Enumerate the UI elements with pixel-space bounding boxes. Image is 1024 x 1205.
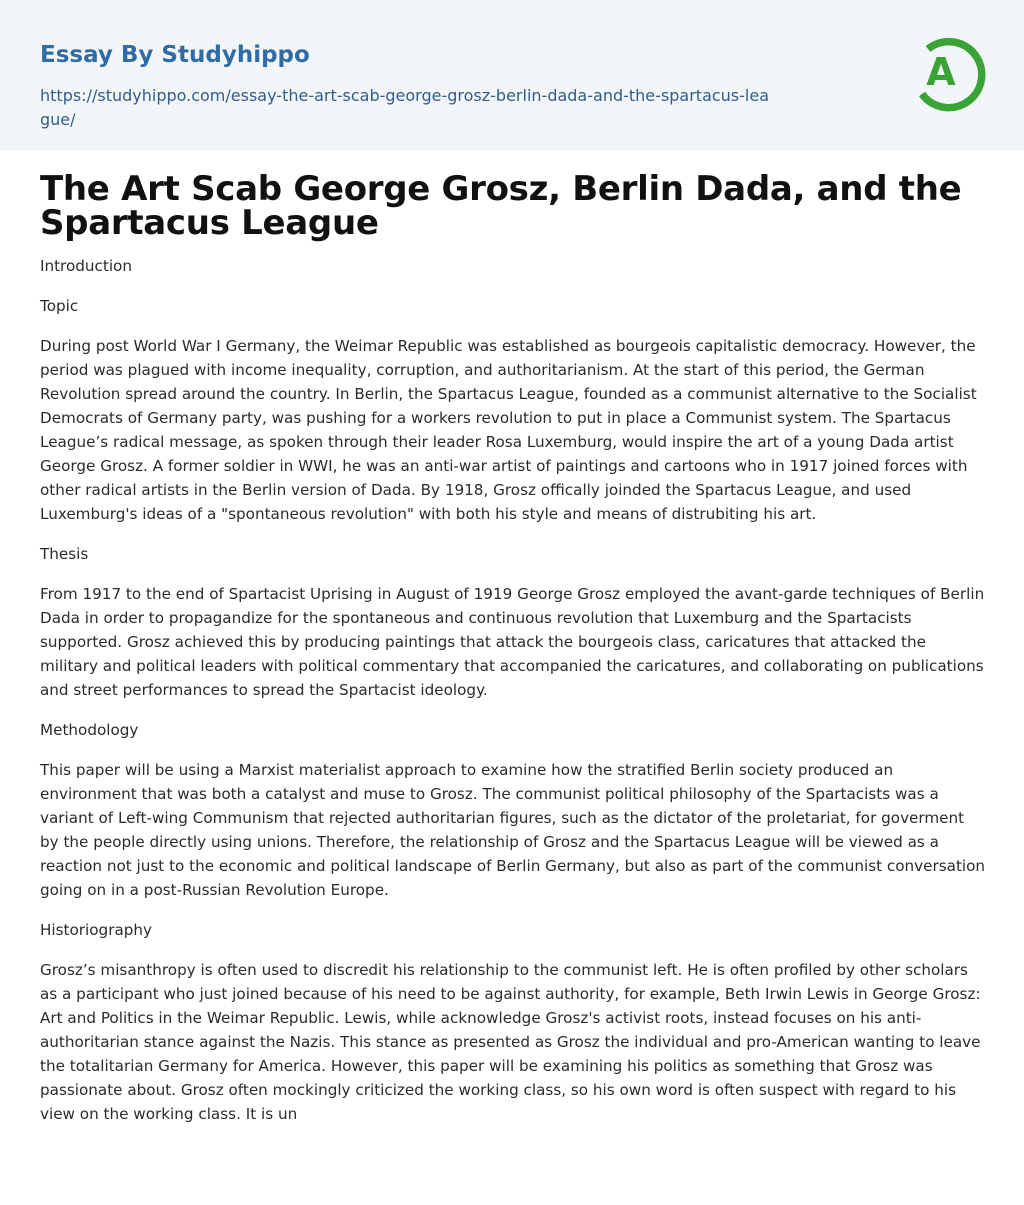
body-paragraph: During post World War I Germany, the Weimar Republic was established as bourgeois capitalistic democracy. However, the period was plagued with income inequality, corruption, and authoritarianism. At the start of this period, the German Revolution spread around the country. In Berlin, the Spartacus League, founded as a communist alternative to the Socialist Democrats of Germany party, was pushing for a workers revolution to put in place a Communist system. The Spartacus League’s radical message, as spoken through their leader Rosa Luxemburg, would inspire the art of a young Dada artist George Grosz. A former soldier in WWI, he was an anti-war artist of paintings and cartoons who in 1917 joined forces with other radical artists in the Berlin version of Dada. By 1918, Grosz offically joinded the Spartacus League, and used Luxemburg's ideas of a "spontaneous revolution" with both his style and means of distrubiting his art.	[40, 337, 977, 523]
site-brand[interactable]: Essay By Studyhippo	[40, 42, 310, 68]
body-paragraph: Grosz’s misanthropy is often used to discredit his relationship to the communist left. He is often profiled by other scholars as a participant who just joined because of his need to be against authority, for example, Beth Irwin Lewis in George Grosz: Art and Politics in the Weimar Republic. Lewis, while acknowledge Grosz's activist roots, instead focuses on his anti-authoritarian stance against the Nazis. This stance as presented as Grosz the individual and pro-American wanting to leave the totalitarian Germany for America. However, this paper will be examining his politics as something that Grosz was passionate about. Grosz often mockingly criticized the working class, so his own word is often suspect with regard to his view on the working class. It is un	[40, 961, 981, 1123]
body-paragraph: From 1917 to the end of Spartacist Uprising in August of 1919 George Grosz employed the avant-garde techniques of Berlin Dada in order to propagandize for the spontaneous and continuous revolution that Luxemburg and the Spartacists supported. Grosz achieved this by producing paintings that attack the bourgeois class, caricatures that attacked the military and political leaders with political commentary that accompanied the caricatures, and collaborating on publications and street performances to spread the Spartacist ideology.	[40, 585, 985, 699]
logo-letter: A	[926, 50, 956, 94]
section-heading: Thesis	[40, 545, 89, 563]
site-header	[0, 0, 1024, 150]
section-heading: Historiography	[40, 921, 153, 939]
section-heading: Introduction	[40, 257, 132, 275]
essay-title: The Art Scab George Grosz, Berlin Dada, and the Spartacus League	[40, 169, 962, 243]
studyhippo-logo-icon[interactable]	[910, 28, 988, 118]
essay-url-link[interactable]: https://studyhippo.com/essay-the-art-scab-george-grosz-berlin-dada-and-the-spartacus-league/	[40, 86, 770, 129]
section-heading: Methodology	[40, 721, 139, 739]
essay-content	[0, 169, 1024, 1126]
body-paragraph: This paper will be using a Marxist materialist approach to examine how the stratified Berlin society produced an environment that was both a catalyst and muse to Grosz. The communist political philosophy of the Spartacists was a variant of Left-wing Communism that rejected authoritarian figures, such as the dictator of the proletariat, for goverment by the people directly using unions. Therefore, the relationship of Grosz and the Spartacus League will be viewed as a reaction not just to the economic and political landscape of Berlin Germany, but also as part of the communist conversation going on in a post-Russian Revolution Europe.	[40, 761, 986, 899]
section-heading: Topic	[40, 297, 79, 315]
